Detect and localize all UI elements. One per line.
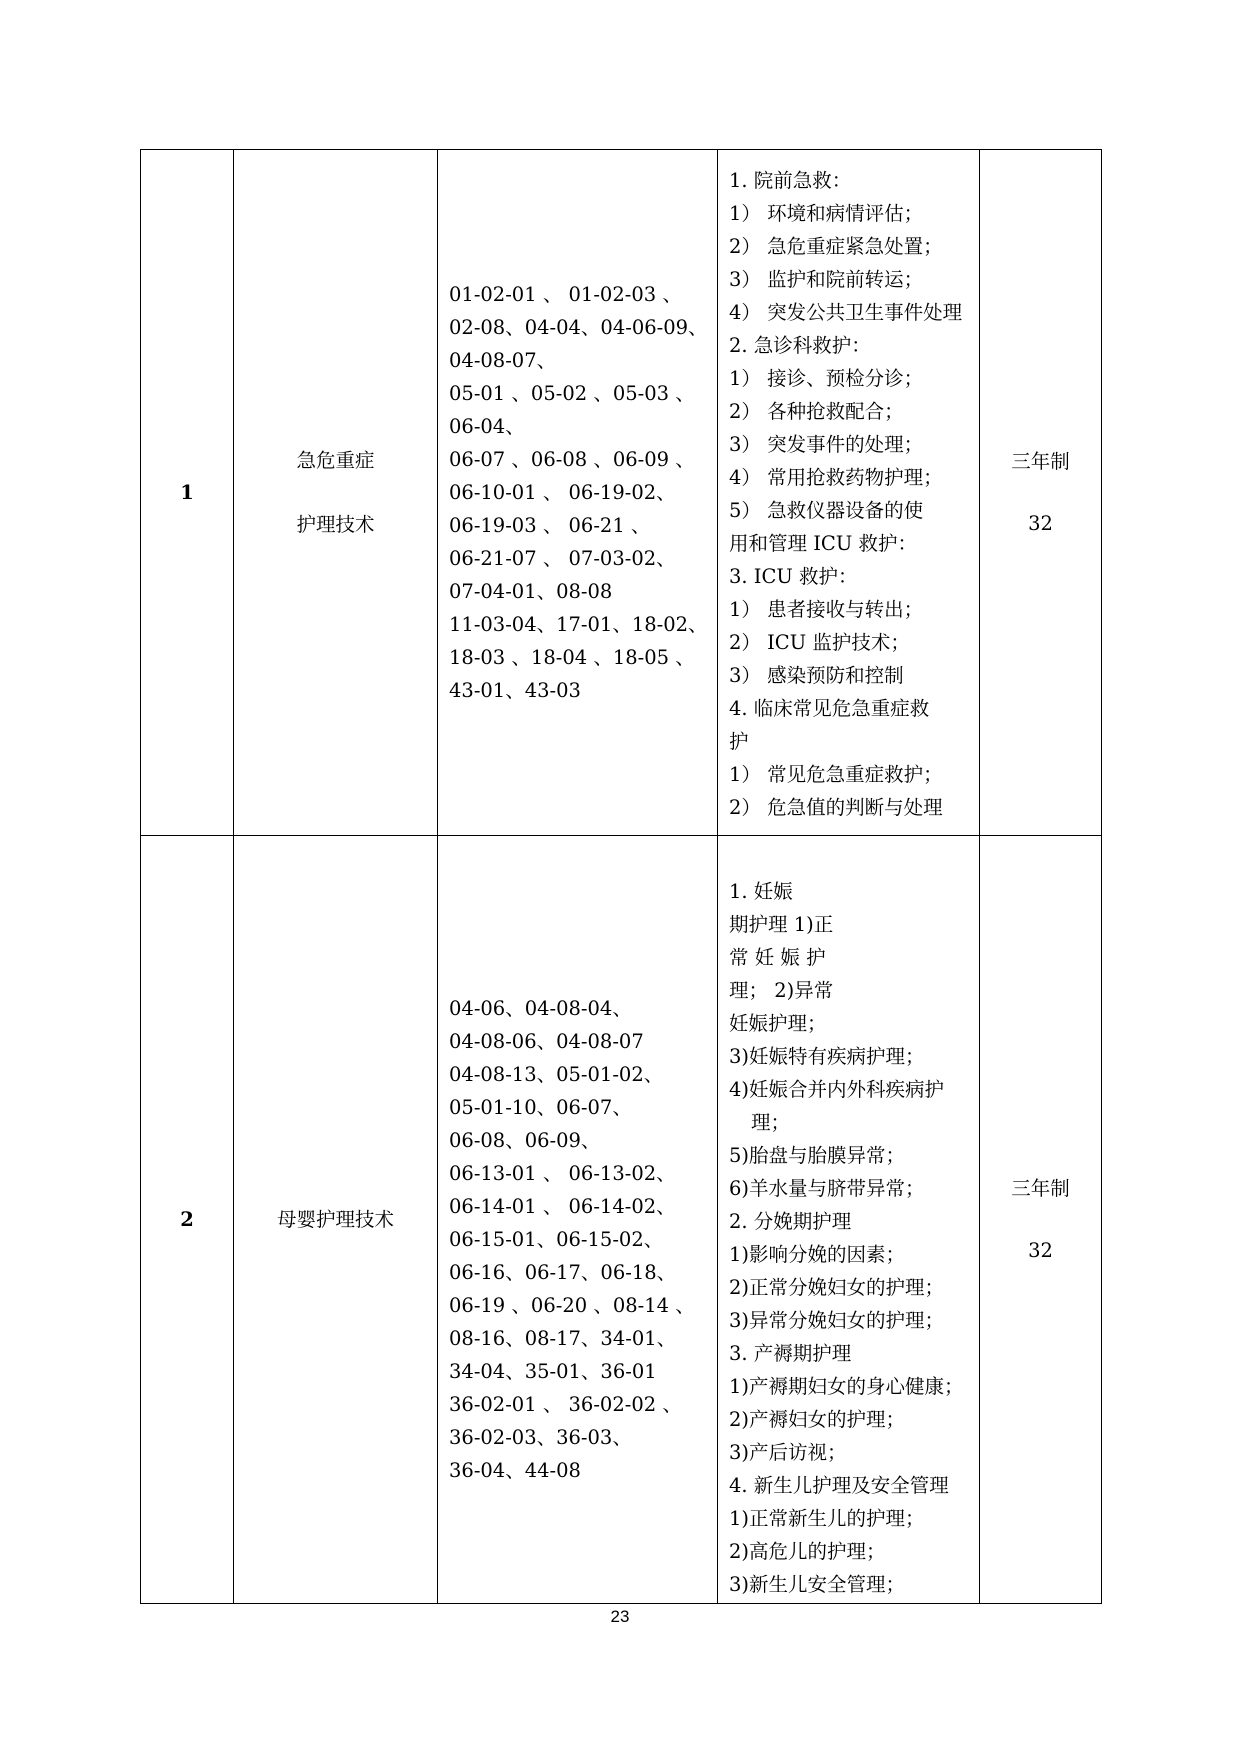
content-line: 1） 常见危急重症救护； — [729, 763, 943, 786]
code-line: 04-08-06、04-08-07 — [449, 1030, 644, 1053]
content-line: 护 — [729, 730, 749, 753]
content-line: 4)妊娠合并内外科疾病护 — [729, 1077, 945, 1101]
table-row — [141, 836, 1102, 1604]
code-line: 06-19 、06-20 、08-14 、 — [449, 1294, 695, 1317]
code-line: 06-15-01、06-15-02、 — [449, 1228, 664, 1251]
code-line: 04-08-13、05-01-02、 — [449, 1063, 664, 1086]
page-number: 23 — [610, 1607, 630, 1626]
content-line: 5） 急救仪器设备的使 — [729, 499, 924, 522]
content-line: 3)产后访视； — [729, 1440, 847, 1464]
content-line: 6)羊水量与脐带异常； — [729, 1176, 925, 1200]
content-line: 理； 2)异常 — [729, 978, 834, 1002]
content-line: 常 妊 娠 护 — [729, 945, 826, 969]
content-line: 1)产褥期妇女的身心健康； — [729, 1374, 964, 1398]
content-line: 3. ICU 救护： — [729, 565, 858, 588]
course-name-line: 急危重症 — [296, 448, 375, 472]
code-line: 02-08、04-04、04-06-09、 — [449, 316, 708, 339]
code-line: 06-19-03 、 06-21 、 — [449, 514, 651, 537]
content-line: 1） 环境和病情评估； — [729, 202, 924, 225]
content-line: 4） 常用抢救药物护理； — [729, 466, 943, 489]
requirement-cell — [980, 836, 1102, 1604]
code-line: 36-04、44-08 — [449, 1459, 581, 1482]
code-line: 06-21-07 、 07-03-02、 — [449, 547, 676, 570]
course-content — [718, 836, 980, 1604]
class-hours: 32 — [1028, 511, 1053, 535]
code-line: 34-04、35-01、36-01 — [449, 1360, 657, 1383]
content-line: 5)胎盘与胎膜异常； — [729, 1143, 906, 1167]
content-line: 3. 产褥期护理 — [729, 1341, 852, 1365]
content-line: 4. 新生儿护理及安全管理 — [729, 1473, 949, 1497]
code-line: 06-14-01 、 06-14-02、 — [449, 1195, 676, 1218]
course-name — [234, 836, 438, 1604]
content-line: 妊娠护理； — [729, 1011, 827, 1035]
code-line: 06-13-01 、 06-13-02、 — [449, 1162, 676, 1185]
code-line: 06-10-01 、 06-19-02、 — [449, 481, 676, 504]
content-line: 2. 分娩期护理 — [729, 1209, 852, 1233]
course-name-line: 护理技术 — [296, 512, 375, 536]
program-length: 三年制 — [1011, 1176, 1070, 1200]
class-hours: 32 — [1028, 1238, 1053, 1262]
code-line: 36-02-01 、 36-02-02 、 — [449, 1393, 682, 1416]
code-line: 06-04、 — [449, 415, 525, 438]
code-line: 11-03-04、17-01、18-02、 — [449, 613, 708, 636]
code-line: 06-16、06-17、06-18、 — [449, 1261, 677, 1284]
content-line: 1. 院前急救： — [729, 169, 852, 192]
content-line: 2)产褥妇女的护理； — [729, 1407, 906, 1431]
course-table — [140, 149, 1102, 1604]
code-line: 05-01 、05-02 、05-03 、 — [449, 382, 695, 405]
course-content — [718, 150, 980, 836]
table-row — [141, 150, 1102, 836]
content-line: 1） 患者接收与转出； — [729, 598, 924, 621]
content-line: 1） 接诊、预检分诊； — [729, 367, 924, 390]
content-line: 2. 急诊科救护： — [729, 334, 871, 357]
row-index: 2 — [141, 836, 234, 1604]
program-length: 三年制 — [1011, 449, 1070, 473]
content-line: 4） 突发公共卫生事件处理 — [729, 301, 963, 324]
content-line: 3） 监护和院前转运； — [729, 268, 924, 291]
content-line: 1)影响分娩的因素； — [729, 1242, 906, 1266]
code-line: 43-01、43-03 — [449, 679, 581, 702]
content-line: 2） 各种抢救配合； — [729, 400, 904, 423]
content-line: 3） 突发事件的处理； — [729, 433, 924, 456]
content-line: 2)正常分娩妇女的护理； — [729, 1275, 945, 1299]
content-line: 用和管理 ICU 救护： — [729, 532, 917, 555]
code-line: 08-16、08-17、34-01、 — [449, 1327, 677, 1350]
code-line: 06-07 、06-08 、06-09 、 — [449, 448, 695, 471]
code-line: 04-06、04-08-04、 — [449, 997, 632, 1020]
content-line: 2） 危急值的判断与处理 — [729, 796, 943, 819]
content-line: 理； — [751, 1110, 791, 1134]
content-line: 2)高危儿的护理； — [729, 1539, 886, 1563]
code-line: 04-08-07、 — [449, 349, 557, 372]
code-line: 36-02-03、36-03、 — [449, 1426, 632, 1449]
content-line: 3)妊娠特有疾病护理； — [729, 1044, 925, 1068]
content-line: 2） 急危重症紧急处置； — [729, 235, 943, 258]
content-line: 1)正常新生儿的护理； — [729, 1506, 925, 1530]
content-line: 4. 临床常见危急重症救 — [729, 697, 930, 720]
content-line: 期护理 1)正 — [729, 912, 834, 936]
code-line: 18-03 、18-04 、18-05 、 — [449, 646, 695, 669]
code-line: 07-04-01、08-08 — [449, 580, 613, 603]
content-line: 3)异常分娩妇女的护理； — [729, 1308, 945, 1332]
code-line: 05-01-10、06-07、 — [449, 1096, 632, 1119]
code-line: 06-08、06-09、 — [449, 1129, 601, 1152]
code-line: 01-02-01 、 01-02-03 、 — [449, 283, 682, 306]
course-name — [234, 150, 438, 836]
requirement-cell — [980, 150, 1102, 836]
row-index: 1 — [141, 150, 234, 836]
content-line: 3)新生儿安全管理； — [729, 1572, 906, 1596]
content-line: 3） 感染预防和控制 — [729, 664, 904, 687]
content-line: 2） ICU 监护技术； — [729, 631, 910, 654]
standard-codes — [438, 836, 718, 1604]
standard-codes — [438, 150, 718, 836]
course-name-line: 母婴护理技术 — [276, 1207, 394, 1231]
content-line: 1. 妊娠 — [729, 879, 793, 903]
